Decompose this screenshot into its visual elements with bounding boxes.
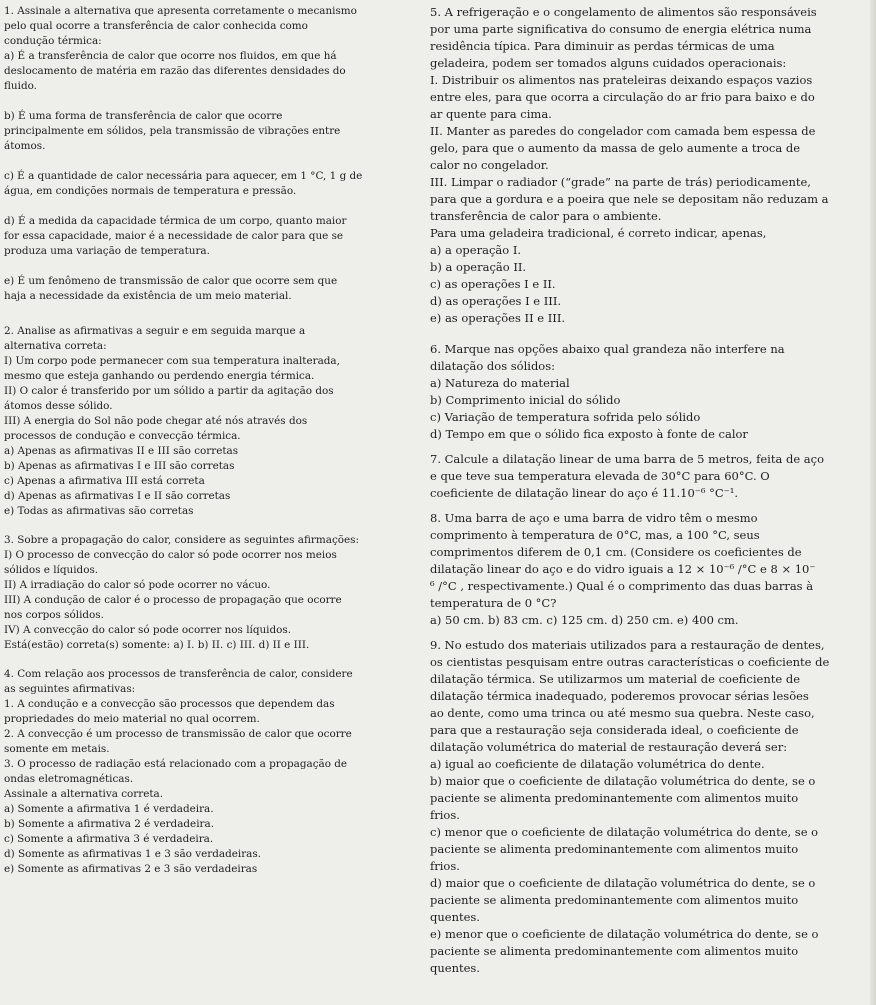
text-line: coeficiente de dilatação linear do aço é 11.10⁻⁶ °C⁻¹. xyxy=(430,486,739,500)
text-line: residência típica. Para diminuir as perdas térmicas de uma xyxy=(430,39,775,53)
question-2 xyxy=(4,324,422,519)
text-line: e que teve sua temperatura elevada de 30°C para 60°C. O xyxy=(430,469,770,483)
text-line: I) O processo de convecção do calor só pode ocorrer nos meios xyxy=(4,549,337,561)
text-line: deslocamento de matéria em razão das diferentes densidades do xyxy=(4,65,346,77)
question-1 xyxy=(4,4,422,304)
question-4 xyxy=(4,667,422,877)
text-line: c) É a quantidade de calor necessária para aquecer, em 1 °C, 1 g de xyxy=(4,170,363,182)
text-line: calor no congelador. xyxy=(430,158,549,172)
text-line: Está(estão) correta(s) somente: a) I. b) II. c) III. d) II e III. xyxy=(4,639,310,651)
text-line: 2. A convecção é um processo de transmissão de calor que ocorre xyxy=(4,728,352,740)
text-line: d) as operações I e III. xyxy=(430,294,562,308)
text-line: para que a gordura e a poeira que nele se depositam não reduzam a xyxy=(430,192,829,206)
text-line: 1. A condução e a convecção são processos que dependem das xyxy=(4,698,335,710)
text-line: d) Somente as afirmativas 1 e 3 são verdadeiras. xyxy=(4,848,261,860)
text-line: átomos. xyxy=(4,140,46,152)
text-line: 3. O processo de radiação está relacionado com a propagação de xyxy=(4,758,348,770)
text-line: c) Apenas a afirmativa III está correta xyxy=(4,475,205,487)
text-line: Assinale a alternativa correta. xyxy=(4,788,164,800)
text-line: quentes. xyxy=(430,910,480,924)
text-line: água, em condições normais de temperatura e pressão. xyxy=(4,185,297,197)
right-column xyxy=(430,4,870,977)
text-line: a) a operação I. xyxy=(430,243,522,257)
text-line: a) Natureza do material xyxy=(430,376,570,390)
text-line: produza uma variação de temperatura. xyxy=(4,245,210,257)
text-line: e) Todas as afirmativas são corretas xyxy=(4,505,194,517)
text-line: 4. Com relação aos processos de transferência de calor, considere xyxy=(4,668,353,680)
text-line: frios. xyxy=(430,859,460,873)
text-line: ⁶ /°C , respectivamente.) Qual é o comprimento das duas barras à xyxy=(430,579,814,593)
text-line: 5. A refrigeração e o congelamento de alimentos são responsáveis xyxy=(430,5,817,19)
text-line: b) Apenas as afirmativas I e III são corretas xyxy=(4,460,235,472)
text-line: III. Limpar o radiador (“grade” na parte de trás) periodicamente, xyxy=(430,175,811,189)
text-line: e) as operações II e III. xyxy=(430,311,566,325)
text-line: paciente se alimenta predominantemente com alimentos muito xyxy=(430,893,799,907)
text-line: I. Distribuir os alimentos nas prateleiras deixando espaços vazios xyxy=(430,73,813,87)
text-line: as seguintes afirmativas: xyxy=(4,683,136,695)
text-line: b) maior que o coeficiente de dilatação volumétrica do dente, se o xyxy=(430,774,816,788)
text-line: os cientistas pesquisam entre outras características o coeficiente de xyxy=(430,655,830,669)
text-line: ondas eletromagnéticas. xyxy=(4,773,134,785)
text-line: quentes. xyxy=(430,961,480,975)
question-5 xyxy=(430,4,870,327)
text-line: paciente se alimenta predominantemente com alimentos muito xyxy=(430,791,799,805)
text-line xyxy=(4,154,422,169)
text-line: b) Comprimento inicial do sólido xyxy=(430,393,621,407)
text-line: átomos desse sólido. xyxy=(4,400,113,412)
text-line: pelo qual ocorre a transferência de calor conhecida como xyxy=(4,20,308,32)
text-line: IV) A convecção do calor só pode ocorrer nos líquidos. xyxy=(4,624,292,636)
text-line: e) menor que o coeficiente de dilatação volumétrica do dente, se o xyxy=(430,927,819,941)
text-line: ao dente, como uma trinca ou até mesmo sua quebra. Neste caso, xyxy=(430,706,815,720)
text-line: paciente se alimenta predominantemente com alimentos muito xyxy=(430,842,799,856)
text-line: dilatação volumétrica do material de restauração deverá ser: xyxy=(430,740,788,754)
text-line: por uma parte significativa do consumo de energia elétrica numa xyxy=(430,22,812,36)
text-line: propriedades do meio material no qual ocorrem. xyxy=(4,713,260,725)
text-line: 2. Analise as afirmativas a seguir e em seguida marque a xyxy=(4,325,306,337)
text-line: a) É a transferência de calor que ocorre nos fluidos, em que há xyxy=(4,50,337,62)
text-line: gelo, para que o aumento da massa de gelo aumente a troca de xyxy=(430,141,801,155)
text-line: alternativa correta: xyxy=(4,340,107,352)
text-line: frios. xyxy=(430,808,460,822)
text-line: a) 50 cm. b) 83 cm. c) 125 cm. d) 250 cm. e) 400 cm. xyxy=(430,613,739,627)
text-line: III) A condução de calor é o processo de propagação que ocorre xyxy=(4,594,342,606)
text-line: fluido. xyxy=(4,80,37,92)
text-line: d) Apenas as afirmativas I e II são corretas xyxy=(4,490,231,502)
text-line: d) Tempo em que o sólido fica exposto à fonte de calor xyxy=(430,427,748,441)
text-line: c) Somente a afirmativa 3 é verdadeira. xyxy=(4,833,214,845)
text-line: c) Variação de temperatura sofrida pelo sólido xyxy=(430,410,701,424)
text-line: ar quente para cima. xyxy=(430,107,552,121)
text-line xyxy=(4,199,422,214)
text-line: principalmente em sólidos, pela transmissão de vibrações entre xyxy=(4,125,341,137)
text-line: dilatação dos sólidos: xyxy=(430,359,556,373)
question-8 xyxy=(430,510,870,629)
text-line: a) igual ao coeficiente de dilatação volumétrica do dente. xyxy=(430,757,765,771)
text-line: 6. Marque nas opções abaixo qual grandeza não interfere na xyxy=(430,342,785,356)
text-line: 9. No estudo dos materiais utilizados para a restauração de dentes, xyxy=(430,638,825,652)
left-column xyxy=(4,4,422,877)
text-line: somente em metais. xyxy=(4,743,110,755)
text-line: mesmo que esteja ganhando ou perdendo energia térmica. xyxy=(4,370,315,382)
text-line: Para uma geladeira tradicional, é correto indicar, apenas, xyxy=(430,226,767,240)
text-line: haja a necessidade da existência de um meio material. xyxy=(4,290,292,302)
text-line: condução térmica: xyxy=(4,35,102,47)
text-line: 1. Assinale a alternativa que apresenta corretamente o mecanismo xyxy=(4,5,357,17)
question-6 xyxy=(430,341,870,443)
text-line: 3. Sobre a propagação do calor, considere as seguintes afirmações: xyxy=(4,534,360,546)
text-line: c) menor que o coeficiente de dilatação volumétrica do dente, se o xyxy=(430,825,819,839)
text-line: dilatação linear do aço e do vidro iguais a 12 × 10⁻⁶ /°C e 8 × 10⁻ xyxy=(430,562,816,576)
text-line: geladeira, podem ser tomados alguns cuidados operacionais: xyxy=(430,56,787,70)
text-line: 8. Uma barra de aço e uma barra de vidro têm o mesmo xyxy=(430,511,758,525)
text-line: I) Um corpo pode permanecer com sua temperatura inalterada, xyxy=(4,355,340,367)
text-line: b) Somente a afirmativa 2 é verdadeira. xyxy=(4,818,214,830)
text-line: e) É um fenômeno de transmissão de calor que ocorre sem que xyxy=(4,275,338,287)
text-line: nos corpos sólidos. xyxy=(4,609,104,621)
text-line: a) Apenas as afirmativas II e III são corretas xyxy=(4,445,239,457)
text-line: temperatura de 0 °C? xyxy=(430,596,557,610)
text-line: III) A energia do Sol não pode chegar até nós através dos xyxy=(4,415,308,427)
text-line: 7. Calcule a dilatação linear de uma barra de 5 metros, feita de aço xyxy=(430,452,825,466)
text-line: b) a operação II. xyxy=(430,260,527,274)
text-line: b) É uma forma de transferência de calor que ocorre xyxy=(4,110,283,122)
text-line: dilatação térmica. Se utilizarmos um material de coeficiente de xyxy=(430,672,801,686)
question-9 xyxy=(430,637,870,977)
text-line: entre eles, para que ocorra a circulação do ar frio para baixo e do xyxy=(430,90,815,104)
text-line: comprimento à temperatura de 0°C, mas, a 100 °C, seus xyxy=(430,528,760,542)
text-line: II. Manter as paredes do congelador com camada bem espessa de xyxy=(430,124,816,138)
page-edge xyxy=(870,0,876,1005)
text-line: dilatação térmica inadequado, poderemos provocar sérias lesões xyxy=(430,689,809,703)
text-line: c) as operações I e II. xyxy=(430,277,556,291)
text-line: transferência de calor para o ambiente. xyxy=(430,209,662,223)
text-line: comprimentos diferem de 0,1 cm. (Considere os coeficientes de xyxy=(430,545,802,559)
question-7 xyxy=(430,451,870,502)
text-line: para que a restauração seja considerada ideal, o coeficiente de xyxy=(430,723,799,737)
text-line: II) O calor é transferido por um sólido a partir da agitação dos xyxy=(4,385,334,397)
text-line: paciente se alimenta predominantemente com alimentos muito xyxy=(430,944,799,958)
text-line xyxy=(4,94,422,109)
text-line: d) maior que o coeficiente de dilatação volumétrica do dente, se o xyxy=(430,876,816,890)
text-line xyxy=(4,259,422,274)
text-line: processos de condução e convecção térmica. xyxy=(4,430,241,442)
text-line: a) Somente a afirmativa 1 é verdadeira. xyxy=(4,803,214,815)
text-line: d) É a medida da capacidade térmica de um corpo, quanto maior xyxy=(4,215,347,227)
text-line: for essa capacidade, maior é a necessidade de calor para que se xyxy=(4,230,344,242)
text-line: sólidos e líquidos. xyxy=(4,564,99,576)
text-line: e) Somente as afirmativas 2 e 3 são verdadeiras xyxy=(4,863,258,875)
question-3 xyxy=(4,533,422,653)
text-line: II) A irradiação do calor só pode ocorrer no vácuo. xyxy=(4,579,271,591)
